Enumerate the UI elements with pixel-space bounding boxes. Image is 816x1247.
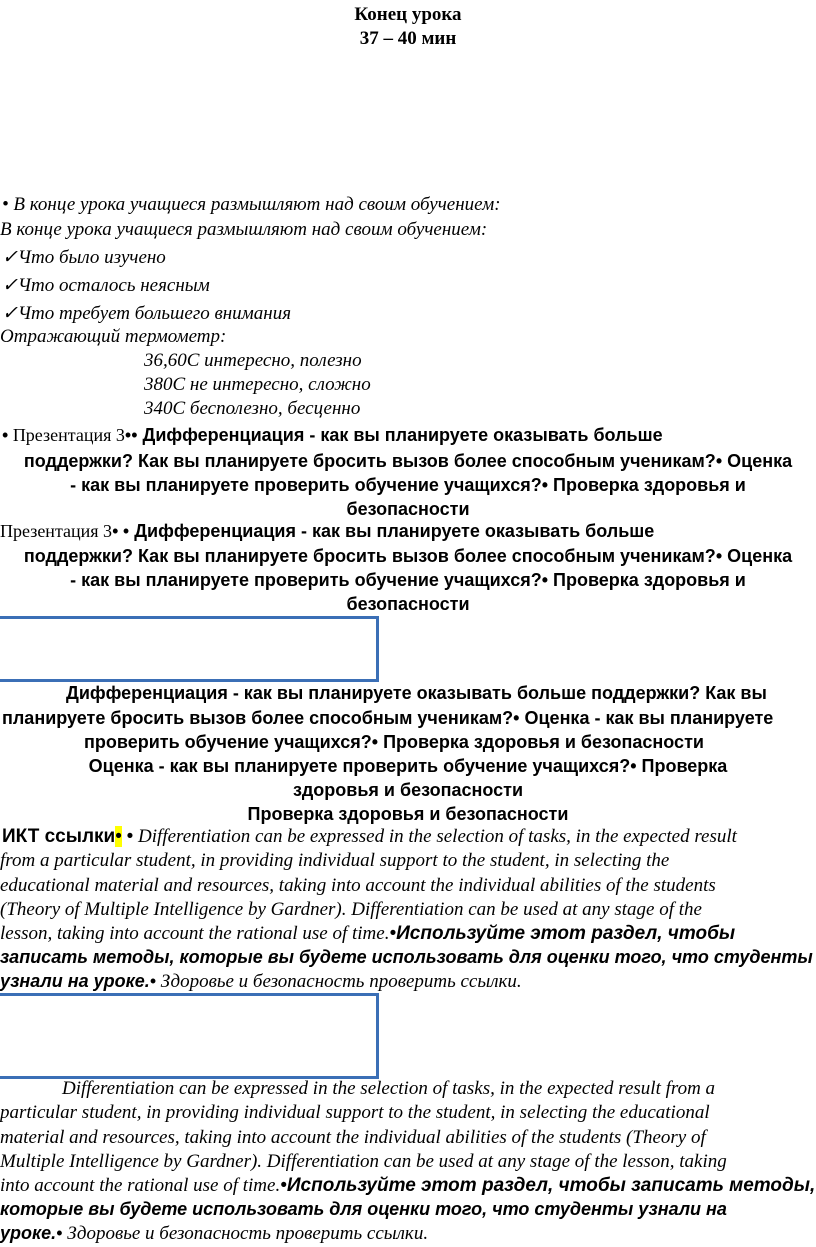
lesson-end-title: Конец урока <box>354 4 462 25</box>
bullet-icon: • <box>541 475 549 495</box>
ict-line5: lesson, taking into account the rational use of time.•Используйте этот раздел, чтобы <box>0 923 736 944</box>
bullet-icon: • <box>131 425 138 445</box>
bottom-line3: material and resources, taking into account the individual abilities of the students (Theory of <box>0 1127 706 1148</box>
ict-line6: записать методы, которые вы будете использовать для оценки того, что студенты <box>0 947 813 967</box>
reflection-item-1: ✓Что было изучено <box>2 247 166 268</box>
section-line1: Дифференциация - как вы планируете оказывать больше поддержки? Как вы <box>66 683 767 703</box>
presentation1-line2: поддержки? Как вы планируете бросить вызов более способным ученикам?• Оценка <box>23 451 793 471</box>
bullet-icon: • <box>124 425 132 445</box>
bullet-icon: • <box>389 923 397 944</box>
check-icon: ✓ <box>2 247 18 268</box>
ict-line2: from a particular student, in providing individual support to the student, in selecting the <box>0 850 670 871</box>
bottom-line6: которые вы будете использовать для оценки того, что студенты узнали на <box>0 1199 727 1219</box>
check-icon: ✓ <box>2 275 18 296</box>
reflection-item-3: ✓Что требует большего внимания <box>2 303 292 324</box>
presentation2-line4: безопасности <box>346 594 470 614</box>
thermometer-level-3: 340C бесполезно, бесценно <box>144 398 361 419</box>
presentation2-line2: поддержки? Как вы планируете бросить вызов более способным ученикам?• Оценка <box>23 546 793 566</box>
framed-box <box>0 616 379 682</box>
section-line3: проверить обучение учащихся?• Проверка здоровья и безопасности <box>84 732 704 752</box>
ict-line3: educational material and resources, taking into account the individual abilities of the students <box>0 875 716 896</box>
section-line5: здоровья и безопасности <box>292 780 524 800</box>
section-line6: Проверка здоровья и безопасности <box>247 804 569 824</box>
framed-box <box>0 993 379 1079</box>
thermometer-title: Отражающий термометр: <box>0 326 227 347</box>
bullet-icon: • <box>149 971 157 991</box>
presentation1-line1: • Презентация 3•• Дифференциация - как вы планируете оказывать больше <box>2 425 663 445</box>
ict-line7: узнали на уроке.• Здоровье и безопасность проверить ссылки. <box>0 971 522 992</box>
thermometer-level-2: 380C не интересно, сложно <box>144 374 371 395</box>
presentation2-line1: Презентация 3• • Дифференциация - как вы планируете оказывать больше <box>0 521 655 541</box>
presentation1-line3: - как вы планируете проверить обучение учащихся?• Проверка здоровья и <box>70 475 746 495</box>
bullet-icon: • <box>541 570 549 590</box>
bullet-icon: • <box>115 826 122 847</box>
reflection-intro-1: • В конце урока учащиеся размышляют над своим обучением: <box>2 194 501 215</box>
presentation1-line4: безопасности <box>346 499 470 519</box>
bottom-line5: into account the rational use of time.•Используйте этот раздел, чтобы записать методы, <box>0 1175 816 1196</box>
bullet-icon: • <box>715 546 723 566</box>
thermometer-level-1: 36,60C интересно, полезно <box>144 350 362 371</box>
ict-line4: (Theory of Multiple Intelligence by Gardner). Differentiation can be used at any stage of the <box>0 899 702 920</box>
bottom-line1: Differentiation can be expressed in the selection of tasks, in the expected result from a <box>62 1078 716 1099</box>
ict-line1: ИКТ ссылки• • Differentiation can be expressed in the selection of tasks, in the expected result <box>2 826 737 847</box>
bullet-icon: • <box>126 826 134 847</box>
bullet-icon: • <box>715 451 723 471</box>
section-line2: планируете бросить вызов более способным ученикам?• Оценка - как вы планируете <box>2 708 774 728</box>
reflection-item-2: ✓Что осталось неясным <box>2 275 210 296</box>
presentation2-line3: - как вы планируете проверить обучение учащихся?• Проверка здоровья и <box>70 570 746 590</box>
bottom-line4: Multiple Intelligence by Gardner). Differentiation can be used at any stage of the lesson, taking <box>0 1151 727 1172</box>
reflection-intro-2: В конце урока учащиеся размышляют над своим обучением: <box>0 219 488 240</box>
ict-label: ИКТ ссылки <box>2 826 116 847</box>
bullet-icon: • <box>630 756 637 776</box>
lesson-end-time: 37 – 40 мин <box>359 28 457 49</box>
bottom-line2: particular student, in providing individual support to the student, in selecting the educational <box>0 1102 710 1123</box>
bullet-icon: • <box>2 194 9 215</box>
bullet-icon: • <box>112 521 119 541</box>
bottom-line7: уроке.• Здоровье и безопасность проверить ссылки. <box>0 1223 429 1244</box>
bullet-icon: • <box>2 425 9 445</box>
bullet-icon: • <box>280 1175 287 1196</box>
bullet-icon: • <box>56 1223 63 1243</box>
check-icon: ✓ <box>2 303 18 324</box>
bullet-icon: • <box>122 521 130 541</box>
bullet-icon: • <box>371 732 379 752</box>
section-line4: Оценка - как вы планируете проверить обучение учащихся?• Проверка <box>88 756 728 776</box>
bullet-icon: • <box>513 708 520 728</box>
